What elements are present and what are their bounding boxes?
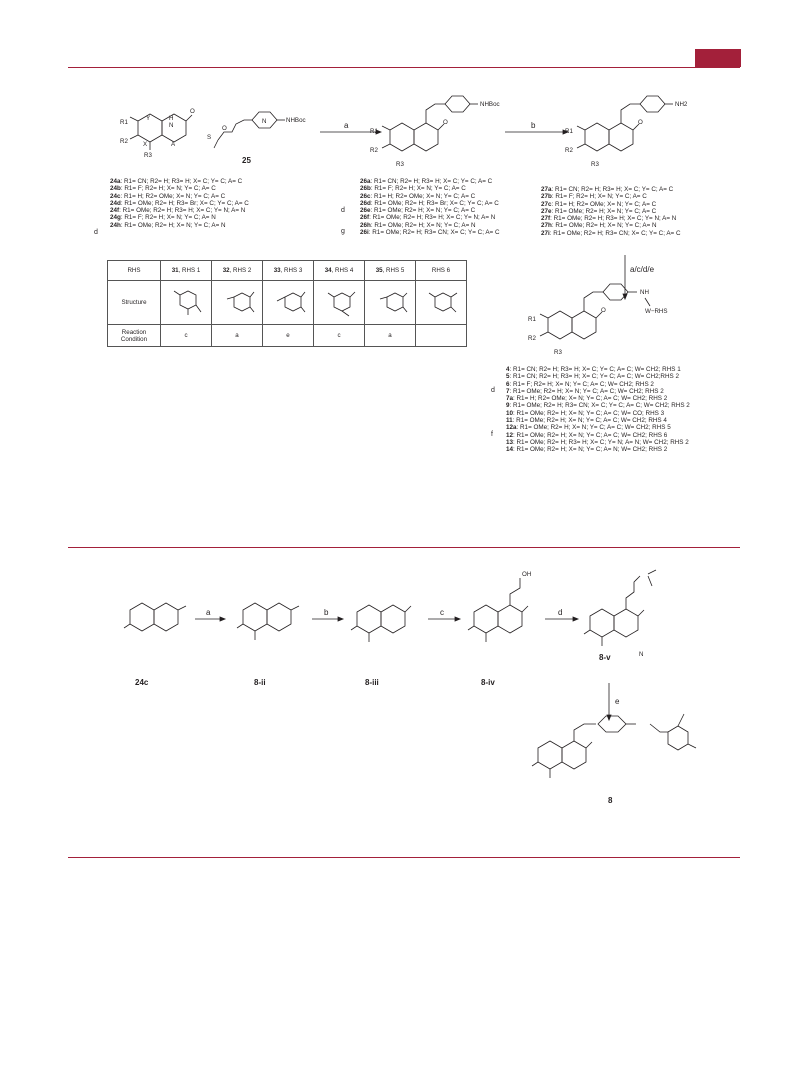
compound-8v-structure (584, 570, 656, 646)
list-item: 6: R1= F; R2= H; X= N; Y= C; A= C; W= CH2; RHS 2 (506, 380, 654, 388)
compound-8iv-label: 8-iv (481, 678, 495, 687)
list-item: 14: R1= OMe; R2= H; X= N; Y= C; A= N; W= CH2; RHS 2 (506, 446, 668, 454)
compound-24c-label: 24c (135, 678, 149, 687)
list-item: 24g: R1= F; R2= H; X= N; Y= C; A= N (110, 214, 216, 222)
r1-label: R1 (370, 128, 378, 135)
n-label: N (169, 122, 174, 129)
list-item: 12: R1= OMe; R2= H; X= N; Y= C; A= C; W= CH2; RHS 6 (506, 431, 668, 439)
x-label: X (143, 141, 148, 148)
r1-label: R1 (565, 128, 573, 135)
list-item: 26b: R1= F; R2= H; X= N; Y= C; A= C (360, 185, 466, 193)
a-label: A (171, 141, 176, 148)
step-b-label: b (324, 608, 329, 617)
condition-cell: a (212, 325, 263, 347)
list-item: 9: R1= OMe; R2= H; R3= CN; X= C; Y= C; A= C; W= CH2; RHS 2 (506, 402, 690, 410)
list-item: 26c: R1= H; R2= OMe; X= N; Y= C; A= C (360, 192, 476, 200)
compound-24c-structure (124, 603, 186, 631)
r3-label: R3 (554, 349, 562, 356)
list-item: 26i: R1= OMe; R2= H; R3= CN; X= C; Y= C; A= C (360, 229, 500, 237)
row-label-structure: Structure (108, 281, 161, 325)
r2-label: R2 (565, 147, 573, 154)
o-label: O (443, 119, 448, 126)
row-label-rhs: RHS (108, 261, 161, 281)
step-acde-label: a/c/d/e (630, 265, 655, 274)
list-item: 12a: R1= OMe; R2= H; X= N; Y= C; A= C; W= CH2; RHS 5 (506, 424, 671, 432)
list-item: 7a: R1= H; R2= OMe; X= N; Y= C; A= C; W= CH2; RHS 2 (506, 395, 668, 403)
condition-cell: a (365, 325, 416, 347)
compound-8-label: 8 (608, 796, 613, 805)
list-item: 24d: R1= OMe; R2= H; R3= Br; X= C; Y= C; A= C (110, 199, 249, 207)
list-item: 27b: R1= F; R2= H; X= N; Y= C; A= C (541, 193, 647, 201)
row-label-condition: Reaction Condition (108, 325, 161, 347)
list-item: 11: R1= OMe; R2= H; X= N; Y= C; A= C; W= CH2; RHS 4 (506, 417, 667, 425)
n-label: N (262, 118, 267, 125)
list-item: 24f: R1= OMe; R2= H; R3= H; X= C; Y= N; A= N (110, 207, 246, 215)
o-label: O (601, 307, 606, 314)
arrow-s2-c (428, 617, 460, 621)
y-label: Y (146, 115, 151, 122)
list-item: 27c: R1= H; R2= OMe; X= N; Y= C; A= C (541, 200, 657, 208)
r2-label: R2 (370, 147, 378, 154)
list-26-step-d: d (341, 207, 345, 214)
step-a-label: a (344, 121, 349, 130)
list-item: 10: R1= OMe; R2= H; X= N; Y= C; A= C; W= CO; RHS 3 (506, 409, 665, 417)
arrow-s2-d (545, 617, 578, 621)
rhs-header-cell: 35, RHS 5 (365, 261, 416, 281)
compound-8ii-structure (237, 603, 299, 640)
r2-label: R2 (120, 138, 128, 145)
compound-8iii-label: 8-iii (365, 678, 379, 687)
list-item: 24h: R1= OMe; R2= H; X= N; Y= C; A= N (110, 221, 226, 229)
final-step-d: d (491, 387, 495, 394)
r3-label: R3 (591, 161, 599, 168)
step-c-label: c (440, 608, 444, 617)
nh-label: NH (640, 289, 649, 296)
list-item: 27e: R1= OMe; R2= H; X= N; Y= C; A= C (541, 207, 657, 215)
n-label: N (639, 651, 644, 658)
arrow-s2-e (607, 683, 611, 720)
rhs-header-cell: 31, RHS 1 (161, 261, 212, 281)
arrow-s2-b (312, 617, 343, 621)
r1-label: R1 (120, 119, 128, 126)
step-b-label: b (531, 121, 536, 130)
list-26-step-g: g (341, 228, 345, 235)
compound-8v-label: 8-v (599, 653, 611, 662)
r3-label: R3 (144, 152, 152, 159)
rhs-header-cell: RHS 6 (416, 261, 467, 281)
list-item: 27h: R1= OMe; R2= H; X= N; Y= C; A= N (541, 222, 657, 230)
w-rhs-label: W−RHS (645, 308, 668, 315)
arrow-s2-a (195, 617, 225, 621)
step-e-label: e (615, 697, 620, 706)
final-step-f: f (491, 431, 493, 438)
condition-cell: c (161, 325, 212, 347)
rhs-header-cell: 33, RHS 3 (263, 261, 314, 281)
list-item: 24a: R1= CN; R2= H; R3= H; X= C; Y= C; A= C (110, 178, 243, 185)
compound-8iv-structure (468, 578, 528, 642)
compound-8-structure (532, 714, 696, 778)
step-d-label: d (558, 608, 563, 617)
oh-label: OH (522, 571, 532, 578)
compound-8ii-label: 8-ii (254, 678, 266, 687)
list-item: 26a: R1= CN; R2= H; R3= H; X= C; Y= C; A= C (360, 178, 493, 185)
nhboc-label: NHBoc (286, 117, 306, 124)
list-item: 26h: R1= OMe; R2= H; X= N; Y= C; A= N (360, 221, 476, 229)
reagent-25-number: 25 (242, 156, 251, 165)
o-label: O (190, 108, 195, 115)
list-item: 26d: R1= OMe; R2= H; R3= Br; X= C; Y= C; A= C (360, 199, 499, 207)
r3-label: R3 (396, 161, 404, 168)
list-item: 27a: R1= CN; R2= H; R3= H; X= C; Y= C; A= C (541, 186, 674, 193)
rhs-header-cell: 32, RHS 2 (212, 261, 263, 281)
list-item: 26e: R1= OMe; R2= H; X= N; Y= C; A= C (360, 207, 476, 215)
condition-cell: e (263, 325, 314, 347)
nhboc-label: NHBoc (480, 101, 500, 108)
step-a-label: a (206, 608, 211, 617)
o-label: O (222, 125, 227, 132)
s-label: S (207, 134, 212, 141)
r2-label: R2 (528, 335, 536, 342)
h-label: H (169, 115, 174, 122)
rhs-header-cell: 34, RHS 4 (314, 261, 365, 281)
r1-label: R1 (528, 316, 536, 323)
nh2-label: NH2 (675, 101, 688, 108)
list-item: 24b: R1= F; R2= H; X= N; Y= C; A= C (110, 185, 216, 193)
list-item: 13: R1= OMe; R2= H; R3= H; X= C; Y= N; A= N; W= CH2; RHS 2 (506, 438, 689, 446)
list-item: 27f: R1= OMe; R2= H; R3= H; X= C; Y= N; A= N (541, 215, 677, 223)
list-item: 5: R1= CN; R2= H; R3= H; X= C; Y= C; A= C; W= CH2;RHS 2 (506, 373, 679, 381)
list-item: 4: R1= CN; R2= H; R3= H; X= C; Y= C; A= C; W= CH2; RHS 1 (506, 366, 681, 373)
list-item: 27i: R1= OMe; R2= H; R3= CN; X= C; Y= C; A= C (541, 229, 681, 237)
compound-8iii-structure (351, 605, 411, 642)
list-item: 7: R1= OMe; R2= H; X= N; Y= C; A= C; W= CH2; RHS 2 (506, 387, 664, 395)
condition-cell: c (314, 325, 365, 347)
o-label: O (638, 119, 643, 126)
list-item: 26f: R1= OMe; R2= H; R3= H; X= C; Y= N; A= N (360, 214, 496, 222)
list-item: 24c: R1= H; R2= OMe; X= N; Y= C; A= C (110, 192, 226, 200)
list-24-step-d: d (94, 229, 98, 236)
